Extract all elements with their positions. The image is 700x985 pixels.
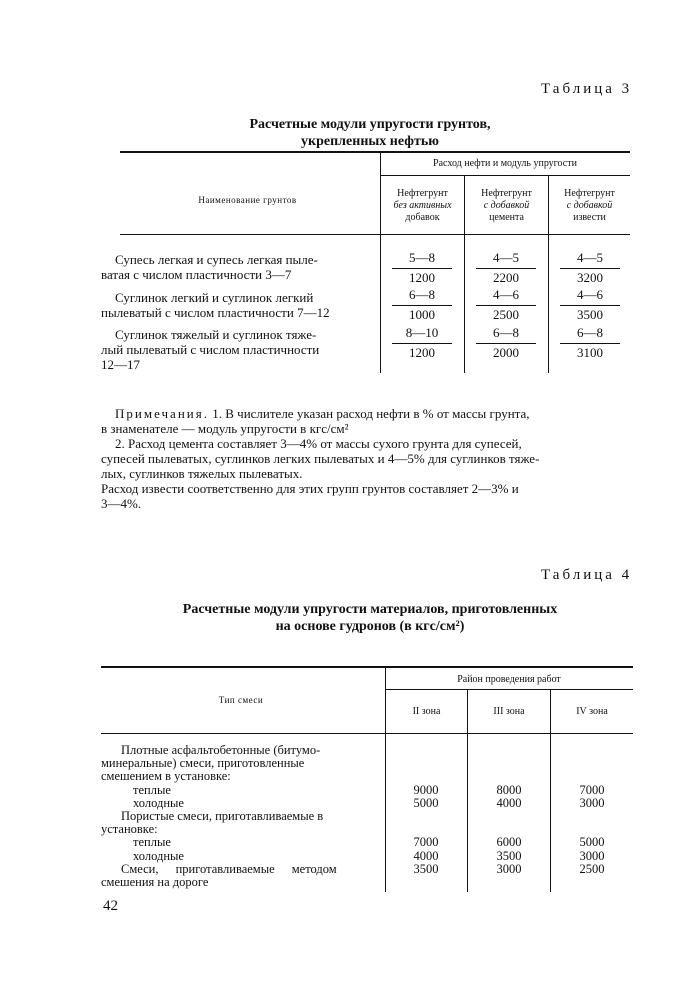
table3-header-rule xyxy=(120,234,630,235)
fraction-bar xyxy=(560,305,620,306)
fraction-bar xyxy=(392,343,452,344)
table4-label: Таблица 4 xyxy=(541,567,633,583)
subheader-line: добавок xyxy=(405,212,440,223)
cell-numerator: 6—8 xyxy=(493,325,519,340)
note-line: в знаменателе — модуль упругости в кгс/см² xyxy=(101,421,349,436)
table3-row-1-name xyxy=(101,252,371,282)
note-line: супесей пылеватых, суглинков легких пылеватых и 4—5% для суглинков тяже- xyxy=(101,451,540,466)
cell-numerator: 6—8 xyxy=(409,287,435,302)
table4-value: 3000 xyxy=(579,848,605,863)
cell-numerator: 4—6 xyxy=(577,287,603,302)
cell-denominator: 2000 xyxy=(493,345,519,360)
notes-heading: Примечания. xyxy=(115,406,209,421)
table3-title-line1: Расчетные модули упругости грунтов, xyxy=(249,117,491,132)
row-text-line: 12—17 xyxy=(101,357,140,372)
table4-value: 7000 xyxy=(579,782,605,797)
table4-subheader-1: II зона xyxy=(412,706,441,717)
fraction-bar xyxy=(560,343,620,344)
table4-title-line1: Расчетные модули упругости материалов, приготовленных xyxy=(182,602,558,617)
subheader-line: Нефтегрунт xyxy=(397,188,448,199)
table4-line: холодные xyxy=(133,848,184,863)
page-number: 42 xyxy=(103,898,118,914)
table3-cell-3-1 xyxy=(392,325,452,361)
table4-value: 3000 xyxy=(496,861,522,876)
note-line: лых, суглинков тяжелых пылеватых. xyxy=(101,466,303,481)
cell-denominator: 2200 xyxy=(493,270,519,285)
fraction-bar xyxy=(560,268,620,269)
fraction-bar xyxy=(476,305,536,306)
cell-denominator: 3200 xyxy=(577,270,603,285)
table3-cell-3-3 xyxy=(560,325,620,361)
cell-numerator: 4—5 xyxy=(577,250,603,265)
table4-body-text xyxy=(101,744,376,889)
fraction-bar xyxy=(392,305,452,306)
table3-cell-3-2 xyxy=(476,325,536,361)
table3-title-line2: укрепленных нефтью xyxy=(301,134,439,149)
subheader-line: Нефтегрунт xyxy=(564,188,615,199)
table4-top-rule xyxy=(101,666,633,668)
row-text-line: Суглинок тяжелый и суглинок тяже- xyxy=(115,327,317,342)
row-text-line: Суглинок легкий и суглинок легкий xyxy=(115,290,314,305)
table3-row-2-name xyxy=(101,290,371,320)
table3-row-3-name xyxy=(101,327,371,372)
table4-line: Смеси, приготавливаемые методом xyxy=(121,861,337,876)
table4-line: установке: xyxy=(101,822,158,837)
subheader-line: Нефтегрунт xyxy=(481,188,532,199)
table3-cell-1-1 xyxy=(392,250,452,286)
note-line: 2. Расход цемента составляет 3—4% от массы сухого грунта для супесей, xyxy=(115,436,522,451)
table4-title xyxy=(150,601,590,635)
table4-group-rule xyxy=(385,689,633,690)
table4-value: 5000 xyxy=(413,795,439,810)
table4-line: смешением в установке: xyxy=(101,769,231,784)
table3-cell-2-1 xyxy=(392,287,452,323)
table4-line: теплые xyxy=(133,782,171,797)
cell-numerator: 5—8 xyxy=(409,250,435,265)
subheader-line: цемента xyxy=(489,212,524,223)
row-text-line: лый пылеватый с числом пластичности xyxy=(101,342,320,357)
table4-subheader-2: III зона xyxy=(493,706,525,717)
table4-value: 4000 xyxy=(496,795,522,810)
note-text: 1. В числителе указан расход нефти в % от массы грунта, xyxy=(208,406,530,421)
subheader-line: извести xyxy=(573,212,606,223)
row-text-line: Супесь легкая и супесь легкая пыле- xyxy=(115,252,318,267)
table3-subheader-1 xyxy=(381,188,464,224)
table3-group-rule xyxy=(380,175,630,176)
cell-denominator: 3500 xyxy=(577,307,603,322)
table4-value: 9000 xyxy=(413,782,439,797)
table4-group-header: Район проведения работ xyxy=(457,674,561,685)
table3-group-header: Расход нефти и модуль упругости xyxy=(433,158,577,169)
fraction-bar xyxy=(392,268,452,269)
subheader-line: с добавкой xyxy=(566,200,613,211)
cell-denominator: 1200 xyxy=(409,345,435,360)
cell-denominator: 1200 xyxy=(409,270,435,285)
table4-header-rule xyxy=(101,733,633,734)
cell-numerator: 6—8 xyxy=(577,325,603,340)
table3-cell-2-3 xyxy=(560,287,620,323)
cell-numerator: 4—5 xyxy=(493,250,519,265)
table4-value: 5000 xyxy=(579,835,605,850)
subheader-line: с добавкой xyxy=(483,200,530,211)
cell-denominator: 3100 xyxy=(577,345,603,360)
table4-value: 3000 xyxy=(579,795,605,810)
table4-subheader-3: IV зона xyxy=(576,706,608,717)
table3-cell-1-2 xyxy=(476,250,536,286)
cell-numerator: 4—6 xyxy=(493,287,519,302)
note-line: Расход извести соответственно для этих групп грунтов составляет 2—3% и xyxy=(101,481,519,496)
table4-value: 8000 xyxy=(496,782,522,797)
notes-block xyxy=(101,406,641,511)
cell-denominator: 1000 xyxy=(409,307,435,322)
row-text-line: пылеватый с числом пластичности 7—12 xyxy=(101,305,330,320)
table4-line: холодные xyxy=(133,795,184,810)
table4-value: 2500 xyxy=(579,861,605,876)
fraction-bar xyxy=(476,343,536,344)
cell-denominator: 2500 xyxy=(493,307,519,322)
note-line xyxy=(101,406,641,421)
table3-cell-2-2 xyxy=(476,287,536,323)
table4-value: 7000 xyxy=(413,835,439,850)
table3-top-rule xyxy=(120,151,630,153)
table3-name-header: Наименование грунтов xyxy=(198,195,297,205)
table4-line: теплые xyxy=(133,835,171,850)
table4-value: 3500 xyxy=(413,861,439,876)
table3-title xyxy=(200,116,540,150)
cell-numerator: 8—10 xyxy=(405,325,439,340)
fraction-bar xyxy=(476,268,536,269)
table4-value: 4000 xyxy=(413,848,439,863)
table4-body-values xyxy=(385,744,633,894)
table3-subheader-2 xyxy=(465,188,548,224)
table3-subheader-3 xyxy=(549,188,630,224)
table4-name-header: Тип смеси xyxy=(218,695,264,705)
table4-value: 6000 xyxy=(496,835,522,850)
row-text-line: ватая с числом пластичности 3—7 xyxy=(101,267,292,282)
table3-label: Таблица 3 xyxy=(541,81,633,97)
table3-cell-1-3 xyxy=(560,250,620,286)
subheader-line: без активных xyxy=(393,200,452,211)
table4-line: Пористые смеси, приготавливаемые в xyxy=(121,808,324,823)
table3-vrule-1 xyxy=(380,151,381,373)
table4-line: минеральные) смеси, приготовленные xyxy=(101,756,305,771)
table4-title-line2: на основе гудронов (в кгс/см²) xyxy=(275,619,465,634)
table4-line: смешения на дороге xyxy=(101,874,209,889)
table4-value: 3500 xyxy=(496,848,522,863)
note-line: 3—4%. xyxy=(101,496,142,511)
table4-line: Плотные асфальтобетонные (битумо- xyxy=(121,743,321,757)
